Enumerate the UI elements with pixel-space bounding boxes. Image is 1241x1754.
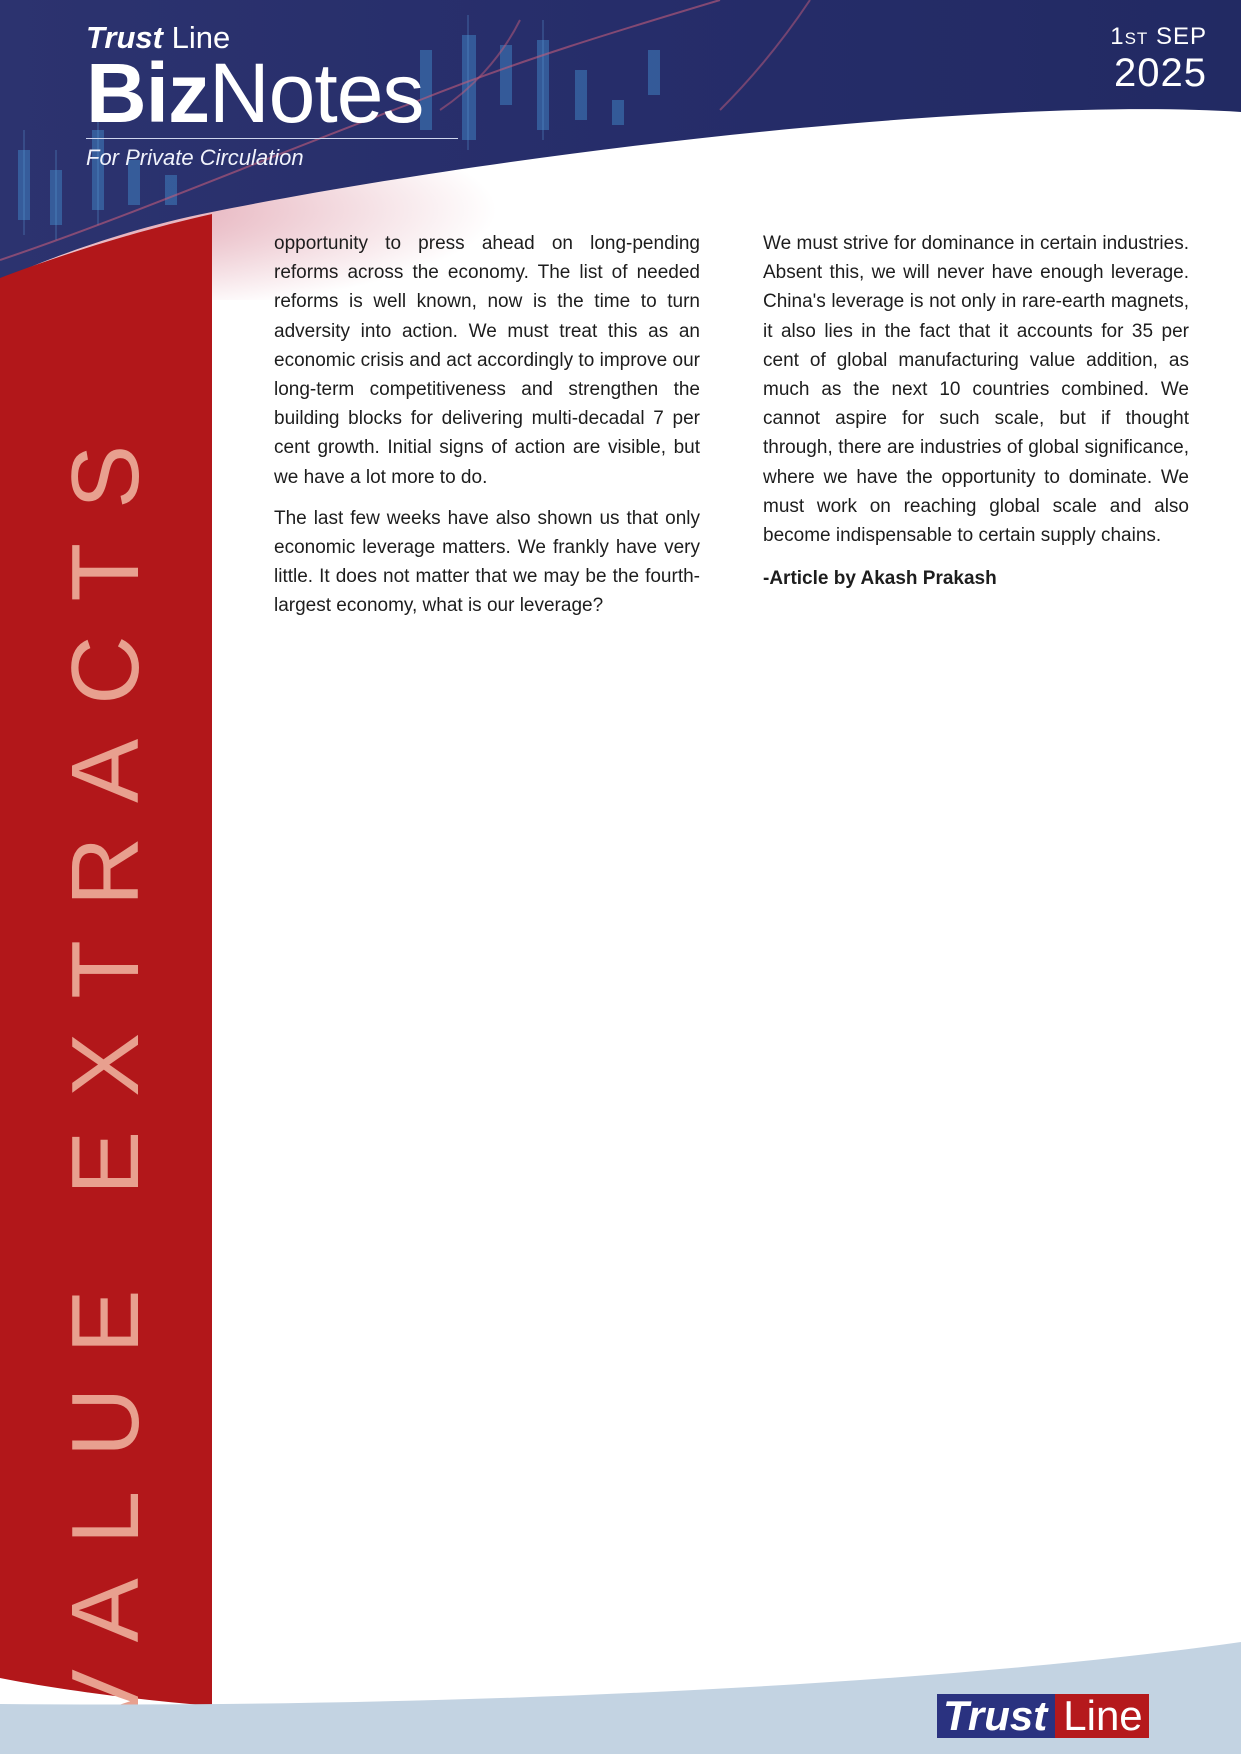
brand-notes-word: Notes xyxy=(209,46,424,140)
article-author: -Article by Akash Prakash xyxy=(763,568,997,590)
brand-biznotes xyxy=(86,46,458,140)
footer-logo-line: Line xyxy=(1055,1694,1148,1738)
circulation-note: For Private Circulation xyxy=(86,145,304,170)
issue-year: 2025 xyxy=(1114,51,1207,95)
brand-biz-word: Biz xyxy=(86,46,209,140)
footer-logo xyxy=(937,1694,1149,1738)
article-paragraph: opportunity to press ahead on long-pending reforms across the economy. The list of needed reforms is well known, now is the time to turn adversity into action. We must treat this as an economic crisis and act accordingly to improve our long-term competitiveness and strengthen the building blocks for delivering multi-decadal 7 per cent growth. Initial signs of action are visible, but we have a lot more to do. xyxy=(274,233,700,488)
brand-block xyxy=(86,20,458,173)
article-paragraph: The last few weeks have also shown us that only economic leverage matters. We frankly have very little. It does not matter that we may be the fourth-largest economy, what is our leverage? xyxy=(274,507,700,617)
brand-line-word: Line xyxy=(171,20,231,55)
issue-date xyxy=(1110,24,1207,94)
article-paragraph: We must strive for dominance in certain industries. Absent this, we will never have enough leverage. China's leverage is not only in rare-earth magnets, it also lies in the fact that it accounts for 35 per cent of global manufacturing value addition, as much as the next 10 countries combined. We cannot aspire for such scale, but if thought through, there are industries of global significance, where we have the opportunity to dominate. We must work on reaching global scale and also become indispensable to certain supply chains. xyxy=(763,233,1189,547)
issue-day: 1 xyxy=(1110,23,1125,50)
article-column-left xyxy=(274,229,700,633)
section-label: VALUE EXTRACTS xyxy=(52,410,159,1734)
issue-day-month xyxy=(1110,24,1207,52)
issue-month: SEP xyxy=(1155,23,1207,50)
issue-day-suffix: ST xyxy=(1124,29,1149,48)
footer-logo-trust: Trust xyxy=(937,1694,1055,1738)
article-column-right xyxy=(763,229,1189,605)
brand-trust-word: Trust xyxy=(86,20,163,55)
